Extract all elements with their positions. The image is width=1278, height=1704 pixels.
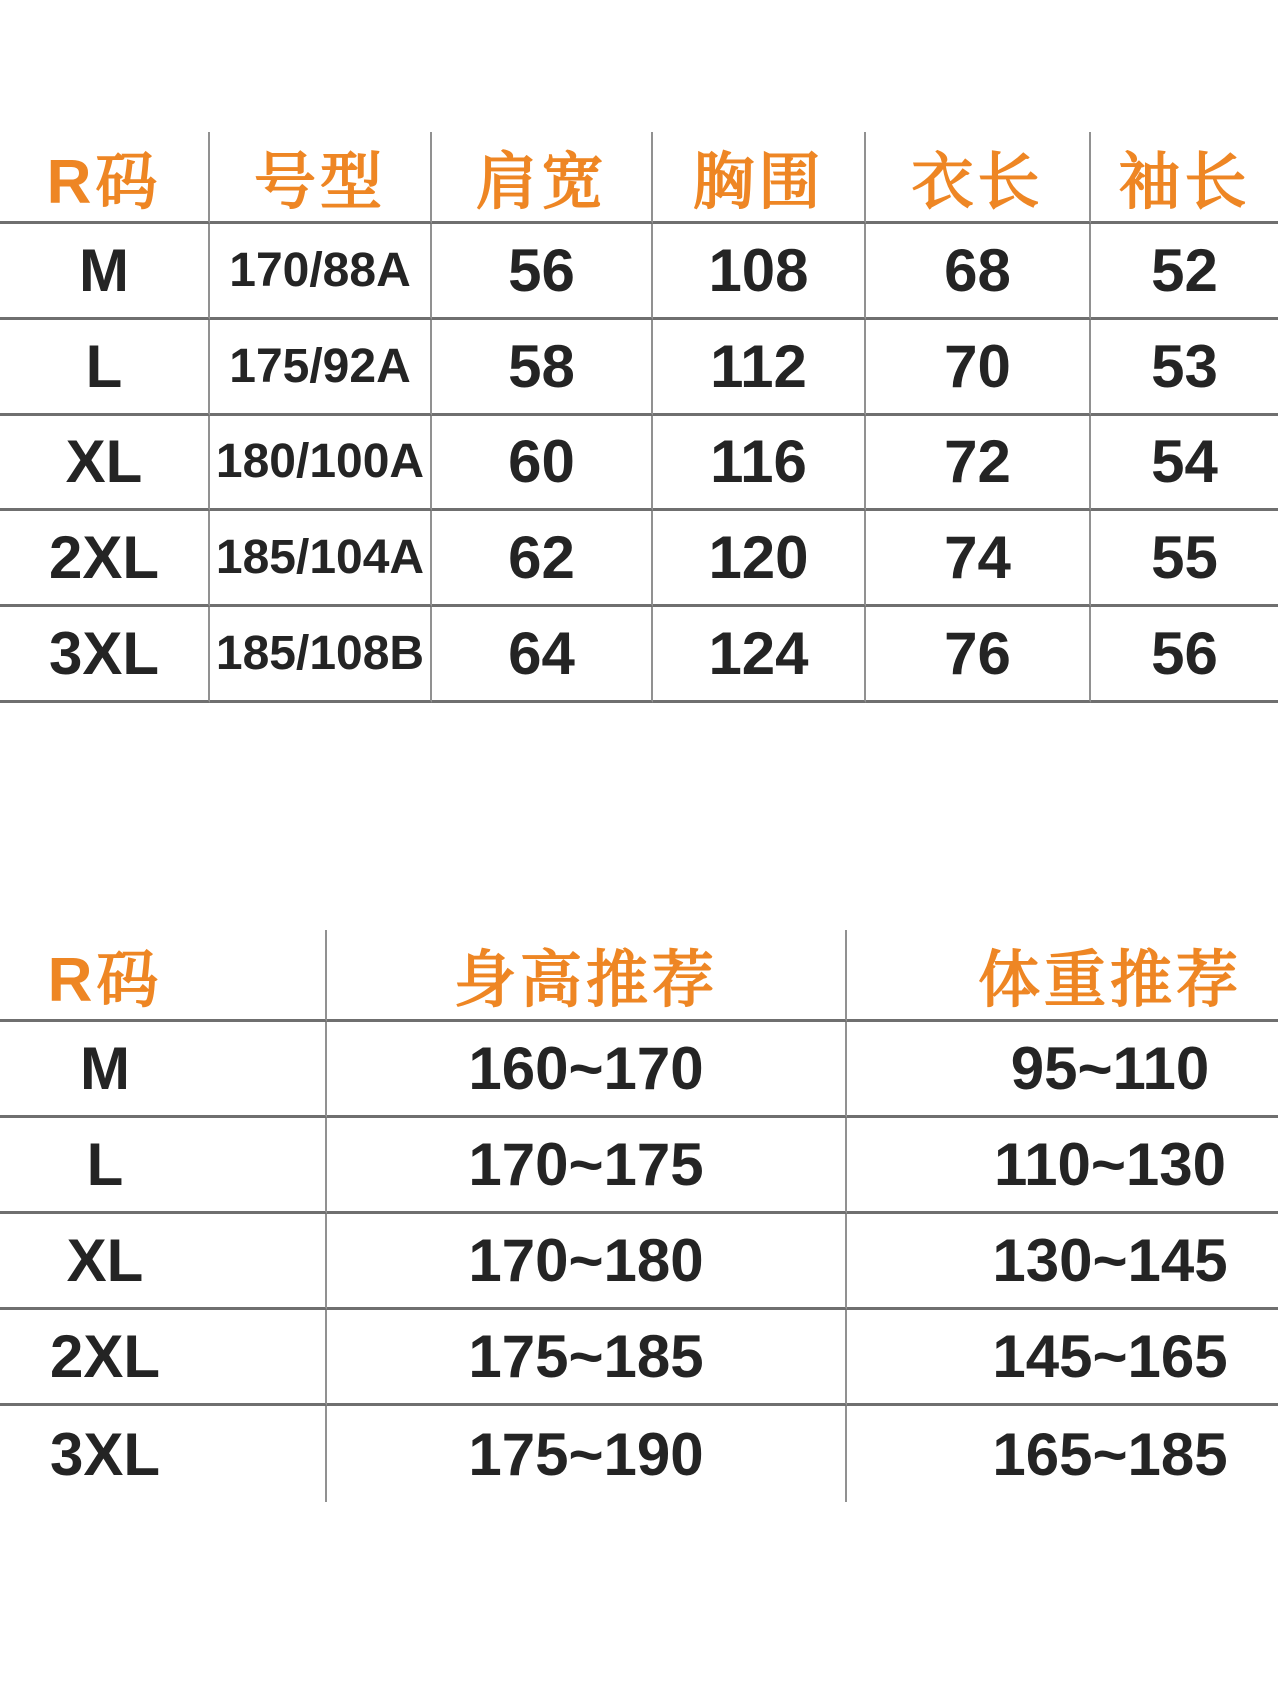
table-cell xyxy=(0,1022,327,1118)
header-cell-spec-type: 号型 xyxy=(210,132,432,224)
table-cell: 74 xyxy=(866,511,1091,607)
header-cell-height-recommendation: 身高推荐 xyxy=(327,930,847,1022)
table-cell: 170~175 xyxy=(327,1118,847,1214)
table-cell xyxy=(0,1310,327,1406)
header-cell-sleeve-length: 袖长 xyxy=(1091,132,1278,224)
table-cell: XL xyxy=(0,416,210,512)
table-cell: 120 xyxy=(653,511,866,607)
table-cell: 60 xyxy=(432,416,653,512)
size-label: 2XL xyxy=(49,1323,161,1390)
table-cell: 108 xyxy=(653,224,866,320)
table-cell: 180/100A xyxy=(210,416,432,512)
table-cell: 116 xyxy=(653,416,866,512)
table-cell: 185/104A xyxy=(210,511,432,607)
size-label: 3XL xyxy=(49,1420,161,1488)
header-label: R码 xyxy=(47,946,163,1015)
table-cell: 52 xyxy=(1091,224,1278,320)
table-cell: L xyxy=(0,320,210,416)
table-cell xyxy=(0,1406,327,1502)
table-cell: 54 xyxy=(1091,416,1278,512)
table-cell: 130~145 xyxy=(847,1214,1278,1310)
fit-recommendation-table xyxy=(0,930,1278,1502)
table-cell: 56 xyxy=(432,224,653,320)
table-cell: 175/92A xyxy=(210,320,432,416)
table-cell xyxy=(0,1118,327,1214)
table-cell: 124 xyxy=(653,607,866,703)
table-cell: M xyxy=(0,224,210,320)
garment-measurements-table xyxy=(0,132,1278,703)
table-cell: 185/108B xyxy=(210,607,432,703)
header-cell-weight-recommendation: 体重推荐 xyxy=(847,930,1278,1022)
header-cell-size-code xyxy=(0,930,327,1022)
table-cell: 175~185 xyxy=(327,1310,847,1406)
table-cell: 76 xyxy=(866,607,1091,703)
table-cell: 95~110 xyxy=(847,1022,1278,1118)
table-cell: 175~190 xyxy=(327,1406,847,1502)
table-cell: 110~130 xyxy=(847,1118,1278,1214)
size-label: L xyxy=(86,1131,124,1198)
table-cell: 62 xyxy=(432,511,653,607)
table-cell: 68 xyxy=(866,224,1091,320)
table-cell: 3XL xyxy=(0,607,210,703)
table-cell: 170~180 xyxy=(327,1214,847,1310)
table-cell: 145~165 xyxy=(847,1310,1278,1406)
table-cell: 160~170 xyxy=(327,1022,847,1118)
table-cell: 170/88A xyxy=(210,224,432,320)
size-label: XL xyxy=(66,1227,144,1294)
table-cell: 112 xyxy=(653,320,866,416)
table-cell: 165~185 xyxy=(992,1420,1228,1488)
table-cell: 70 xyxy=(866,320,1091,416)
header-cell-garment-length: 衣长 xyxy=(866,132,1091,224)
table-cell: 55 xyxy=(1091,511,1278,607)
table-cell: 72 xyxy=(866,416,1091,512)
header-cell-size-code: R码 xyxy=(0,132,210,224)
table-cell: 2XL xyxy=(0,511,210,607)
table-cell: 58 xyxy=(432,320,653,416)
table-cell: 56 xyxy=(1091,607,1278,703)
table-cell: 53 xyxy=(1091,320,1278,416)
size-label: M xyxy=(80,1035,130,1102)
table-cell xyxy=(0,1214,327,1310)
header-cell-shoulder-width: 肩宽 xyxy=(432,132,653,224)
header-cell-chest: 胸围 xyxy=(653,132,866,224)
table-cell: 64 xyxy=(432,607,653,703)
